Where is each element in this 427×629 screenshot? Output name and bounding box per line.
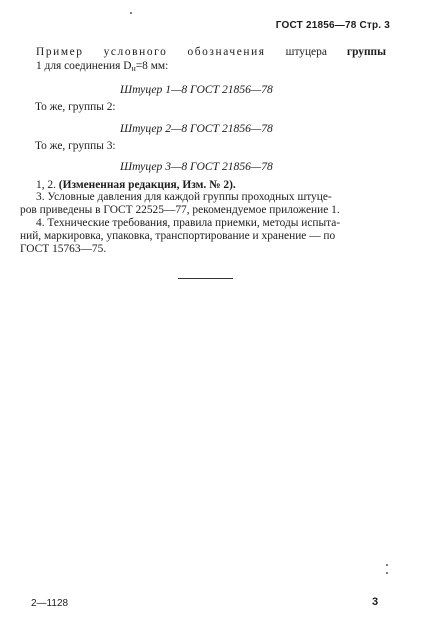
intro-word: группы <box>346 46 386 58</box>
print-code: 2—1128 <box>31 598 69 609</box>
paragraph-3-line-2: ров приведены в ГОСТ 22525—77, рекомендуемое приложение 1. <box>20 204 340 216</box>
designation-example-2: Штуцер 2—8 ГОСТ 21856—78 <box>120 122 273 135</box>
intro-word: Пример <box>36 46 84 58</box>
paragraph-4-line-1: 4. Технические требования, правила приемки, методы испыта- <box>36 217 341 229</box>
speck-mark <box>130 12 132 14</box>
designation-example-3: Штуцер 3—8 ГОСТ 21856—78 <box>120 160 273 173</box>
page-number: 3 <box>372 596 379 608</box>
page-header: ГОСТ 21856—78 Стр. 3 <box>275 20 390 31</box>
paragraph-4-line-2: ний, маркировка, упаковка, транспортирование и хранение — по <box>20 230 336 242</box>
speck-mark <box>386 572 388 574</box>
intro-word: обозначения <box>187 46 266 58</box>
same-group-3: То же, группы 3: <box>35 140 116 152</box>
intro-line-1 <box>36 46 386 59</box>
change-note: 1, 2. (Измененная редакция, Изм. № 2). <box>36 179 236 191</box>
section-divider <box>178 278 233 279</box>
intro-line-2: 1 для соединения $D_н=8$ мм: <box>36 60 169 73</box>
subscript: н <box>131 64 136 73</box>
intro-word: штуцера <box>285 46 327 58</box>
paragraph-4-line-3: ГОСТ 15763—75. <box>20 243 107 255</box>
designation-example-1: Штуцер 1—8 ГОСТ 21856—78 <box>120 83 273 96</box>
change-note-bold: (Измененная редакция, Изм. № 2). <box>58 179 236 191</box>
intro-word: условного <box>103 46 168 58</box>
paragraph-3-line-1: 3. Условные давления для каждой группы проходных штуце- <box>36 191 332 203</box>
speck-mark <box>386 564 388 566</box>
same-group-2: То же, группы 2: <box>35 101 116 113</box>
